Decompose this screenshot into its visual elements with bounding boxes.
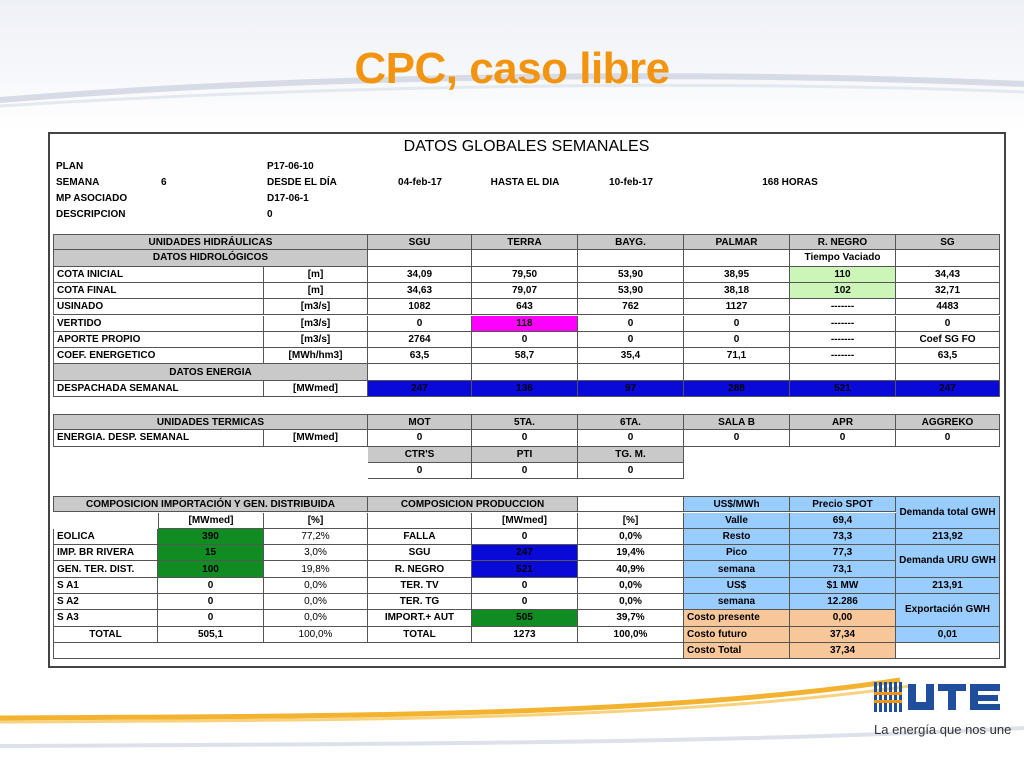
hydro-row-label: COTA FINAL (53, 283, 264, 299)
hydro-value-cell: 63,5 (896, 348, 1000, 364)
prod-row-label: SGU (368, 545, 472, 561)
hydro-value-cell: 53,90 (578, 283, 684, 299)
prod-row-label: R. NEGRO (368, 561, 472, 577)
hydro-value-cell: 1127 (684, 299, 790, 315)
hydro-section-label: UNIDADES HIDRÁULICAS (53, 234, 368, 250)
prod-row-label: TER. TG (368, 594, 472, 610)
horas-value: 168 HORAS (762, 176, 818, 188)
empty-cell (896, 364, 1000, 380)
prod-row-label: TOTAL (368, 627, 472, 643)
thermal-value: 0 (896, 430, 1000, 446)
despachada-value: 247 (368, 381, 472, 397)
prod-row-mw: 0 (472, 578, 578, 594)
import-row-label: EOLICA (53, 529, 158, 545)
hydro-value-cell: 79,50 (472, 267, 578, 283)
hydro-row-unit: [m3/s] (264, 316, 368, 332)
empty-cell (790, 364, 896, 380)
prod-row-pct: 0,0% (578, 594, 684, 610)
import-row-mw: 15 (158, 545, 264, 561)
price-row-value: 37,34 (790, 643, 896, 659)
hydro-value-cell: 0 (684, 332, 790, 348)
slide-title: CPC, caso libre (354, 44, 670, 93)
hydro-value-cell: 0 (896, 316, 1000, 332)
hydro-value-cell: 118 (472, 316, 578, 332)
hydro-value-cell: 38,18 (684, 283, 790, 299)
import-row-label: S A3 (53, 610, 158, 626)
empty-cell (53, 643, 684, 659)
semana-label: SEMANA (56, 176, 100, 188)
price-col1-header: US$/MWh (684, 496, 790, 512)
price-row-value: 0,00 (790, 610, 896, 626)
hydro-plant-header: SG (896, 234, 1000, 250)
hydro-value-cell: Coef SG FO (896, 332, 1000, 348)
prod-row-label: TER. TV (368, 578, 472, 594)
import-row-pct: 0,0% (264, 594, 368, 610)
hydro-row-label: VERTIDO (53, 316, 264, 332)
energy-subsection-label: DATOS ENERGIA (53, 364, 368, 380)
mp-label: MP ASOCIADO (56, 192, 128, 204)
thermal-unit-header: 5TA. (472, 414, 578, 430)
thermal-row-label: ENERGIA. DESP. SEMANAL (53, 430, 264, 446)
import-row-mw: 390 (158, 529, 264, 545)
prod-row-pct: 100,0% (578, 627, 684, 643)
hydro-row-unit: [m3/s] (264, 299, 368, 315)
data-sheet (48, 132, 1006, 668)
despachada-value: 97 (578, 381, 684, 397)
demanda-uru-value: 213,91 (896, 578, 1000, 594)
sheet-title: DATOS GLOBALES SEMANALES (403, 138, 650, 155)
hydro-value-cell: 0 (578, 316, 684, 332)
thermal-unit2-header: PTI (472, 447, 578, 463)
import-row-mw: 0 (158, 594, 264, 610)
hydro-value-cell: 2764 (368, 332, 472, 348)
hydro-value-cell: 1082 (368, 299, 472, 315)
hydro-value-cell: ------- (790, 332, 896, 348)
import-row-pct: 19,8% (264, 561, 368, 577)
empty-cell (368, 513, 472, 529)
import-unit-mw: [MWmed] (158, 513, 264, 529)
hydro-value-cell: 0 (684, 316, 790, 332)
price-row-label: Costo presente (684, 610, 790, 626)
thermal-value: 0 (684, 430, 790, 446)
plan-value: P17-06-10 (267, 160, 314, 172)
hydro-value-cell: 0 (472, 332, 578, 348)
hydro-value-cell: 110 (790, 267, 896, 283)
hydro-plant-header: R. NEGRO (790, 234, 896, 250)
despachada-unit: [MWmed] (264, 381, 368, 397)
import-unit-pct: [%] (264, 513, 368, 529)
import-composition-header: COMPOSICION IMPORTACIÓN Y GEN. DISTRIBUIDA (53, 496, 368, 512)
import-row-pct: 0,0% (264, 578, 368, 594)
empty-cell (368, 364, 472, 380)
price-row-value: 12.286 (790, 594, 896, 610)
hydro-value-cell: 53,90 (578, 267, 684, 283)
desde-label: DESDE EL DÍA (267, 176, 337, 188)
thermal-value2: 0 (472, 463, 578, 479)
thermal-unit2-header: TG. M. (578, 447, 684, 463)
import-row-mw: 100 (158, 561, 264, 577)
demanda-total-label: Demanda total GWH (896, 496, 1000, 529)
price-row-label: Valle (684, 513, 790, 529)
import-row-pct: 100,0% (264, 627, 368, 643)
hydro-row-label: COEF. ENERGETICO (53, 348, 264, 364)
import-row-label: GEN. TER. DIST. (53, 561, 158, 577)
ute-logo (874, 680, 1004, 720)
price-row-value: 69,4 (790, 513, 896, 529)
desc-value: 0 (267, 208, 273, 220)
demanda-total-value: 213,92 (896, 529, 1000, 545)
prod-row-pct: 39,7% (578, 610, 684, 626)
hydro-plant-header: BAYG. (578, 234, 684, 250)
prod-row-label: FALLA (368, 529, 472, 545)
import-row-pct: 77,2% (264, 529, 368, 545)
import-row-mw: 0 (158, 610, 264, 626)
prod-unit-pct: [%] (578, 513, 684, 529)
prod-composition-header: COMPOSICION PRODUCCION (368, 496, 578, 512)
hydro-plant-header: PALMAR (684, 234, 790, 250)
prod-row-label: IMPORT.+ AUT (368, 610, 472, 626)
thermal-unit2-header: CTR'S (368, 447, 472, 463)
hydro-value-cell: 63,5 (368, 348, 472, 364)
price-row-value: 37,34 (790, 627, 896, 643)
thermal-unit-header: SALA B (684, 414, 790, 430)
hydro-value-cell: 34,09 (368, 267, 472, 283)
hydro-value-cell: 0 (368, 316, 472, 332)
hasta-label: HASTA EL DIA (490, 176, 560, 188)
hydro-value-cell: 34,63 (368, 283, 472, 299)
price-col2-header: Precio SPOT (790, 496, 896, 512)
prod-row-mw: 521 (472, 561, 578, 577)
hydro-value-cell: 34,43 (896, 267, 1000, 283)
hydro-row-unit: [m] (264, 267, 368, 283)
demanda-uru-label: Demanda URU GWH (896, 545, 1000, 578)
desc-label: DESCRIPCION (56, 208, 126, 220)
exportacion-label: Exportación GWH (896, 594, 1000, 627)
price-row-label: Costo futuro (684, 627, 790, 643)
hydro-value-cell: 0 (578, 332, 684, 348)
hydro-value-cell: ------- (790, 299, 896, 315)
hydro-value-cell: 58,7 (472, 348, 578, 364)
import-row-pct: 0,0% (264, 610, 368, 626)
thermal-unit-header: 6TA. (578, 414, 684, 430)
empty-cell (578, 364, 684, 380)
empty-cell (368, 250, 472, 266)
import-row-mw: 505,1 (158, 627, 264, 643)
hydro-value-cell: 762 (578, 299, 684, 315)
hydro-plant-header: TERRA (472, 234, 578, 250)
despachada-value: 247 (896, 381, 1000, 397)
hydro-value-cell: ------- (790, 348, 896, 364)
footer-swoosh (0, 660, 1024, 768)
prod-row-pct: 19,4% (578, 545, 684, 561)
import-row-mw: 0 (158, 578, 264, 594)
price-row-value: 77,3 (790, 545, 896, 561)
thermal-value2: 0 (368, 463, 472, 479)
thermal-value: 0 (368, 430, 472, 446)
hydro-value-cell: 102 (790, 283, 896, 299)
despachada-label: DESPACHADA SEMANAL (53, 381, 264, 397)
hydro-row-unit: [MWh/hm3] (264, 348, 368, 364)
price-row-value: 73,1 (790, 561, 896, 577)
empty-cell (896, 250, 1000, 266)
price-row-value: 73,3 (790, 529, 896, 545)
prod-row-mw: 505 (472, 610, 578, 626)
thermal-section-label: UNIDADES TERMICAS (53, 414, 368, 430)
hydro-value-cell: 4483 (896, 299, 1000, 315)
price-row-label: US$ (684, 578, 790, 594)
hydro-plant-header: SGU (368, 234, 472, 250)
prod-row-pct: 0,0% (578, 578, 684, 594)
empty-cell (578, 250, 684, 266)
thermal-value: 0 (578, 430, 684, 446)
desde-value: 04-feb-17 (398, 176, 442, 188)
hydro-value-cell: 35,4 (578, 348, 684, 364)
import-row-label: S A1 (53, 578, 158, 594)
empty-cell (578, 496, 684, 512)
thermal-value2: 0 (578, 463, 684, 479)
hydro-row-label: COTA INICIAL (53, 267, 264, 283)
price-row-label: semana (684, 561, 790, 577)
thermal-value: 0 (790, 430, 896, 446)
despachada-value: 288 (684, 381, 790, 397)
price-row-value: $1 MW (790, 578, 896, 594)
hasta-value: 10-feb-17 (609, 176, 653, 188)
exportacion-value: 0,01 (896, 627, 1000, 643)
import-row-label: TOTAL (53, 627, 158, 643)
import-row-pct: 3,0% (264, 545, 368, 561)
import-row-label: IMP. BR RIVERA (53, 545, 158, 561)
hydro-value-cell: ------- (790, 316, 896, 332)
empty-cell (896, 643, 1000, 659)
empty-cell (472, 250, 578, 266)
hydro-row-unit: [m] (264, 283, 368, 299)
tiempo-vaciado-label: Tiempo Vaciado (790, 250, 896, 266)
hydro-value-cell: 32,71 (896, 283, 1000, 299)
price-row-label: Pico (684, 545, 790, 561)
hydro-value-cell: 38,95 (684, 267, 790, 283)
mp-value: D17-06-1 (267, 192, 309, 204)
empty-cell (684, 250, 790, 266)
prod-unit-mw: [MWmed] (472, 513, 578, 529)
thermal-value: 0 (472, 430, 578, 446)
prod-row-mw: 247 (472, 545, 578, 561)
price-row-label: Resto (684, 529, 790, 545)
semana-value: 6 (161, 176, 167, 188)
empty-cell (472, 364, 578, 380)
thermal-unit-header: AGGREKO (896, 414, 1000, 430)
hydro-row-label: USINADO (53, 299, 264, 315)
thermal-unit-header: MOT (368, 414, 472, 430)
hydro-value-cell: 79,07 (472, 283, 578, 299)
despachada-value: 136 (472, 381, 578, 397)
thermal-unit-header: APR (790, 414, 896, 430)
empty-cell (684, 364, 790, 380)
prod-row-pct: 40,9% (578, 561, 684, 577)
prod-row-pct: 0,0% (578, 529, 684, 545)
price-row-label: semana (684, 594, 790, 610)
plan-label: PLAN (56, 160, 84, 172)
price-row-label: Costo Total (684, 643, 790, 659)
hydro-value-cell: 643 (472, 299, 578, 315)
prod-row-mw: 0 (472, 594, 578, 610)
hydro-value-cell: 71,1 (684, 348, 790, 364)
prod-row-mw: 0 (472, 529, 578, 545)
slogan: La energía que nos une (874, 722, 1012, 737)
thermal-row-unit: [MWmed] (264, 430, 368, 446)
hydro-row-unit: [m3/s] (264, 332, 368, 348)
despachada-value: 521 (790, 381, 896, 397)
import-row-label: S A2 (53, 594, 158, 610)
hydro-subsection-label: DATOS HIDROLÓGICOS (53, 250, 368, 266)
hydro-row-label: APORTE PROPIO (53, 332, 264, 348)
prod-row-mw: 1273 (472, 627, 578, 643)
